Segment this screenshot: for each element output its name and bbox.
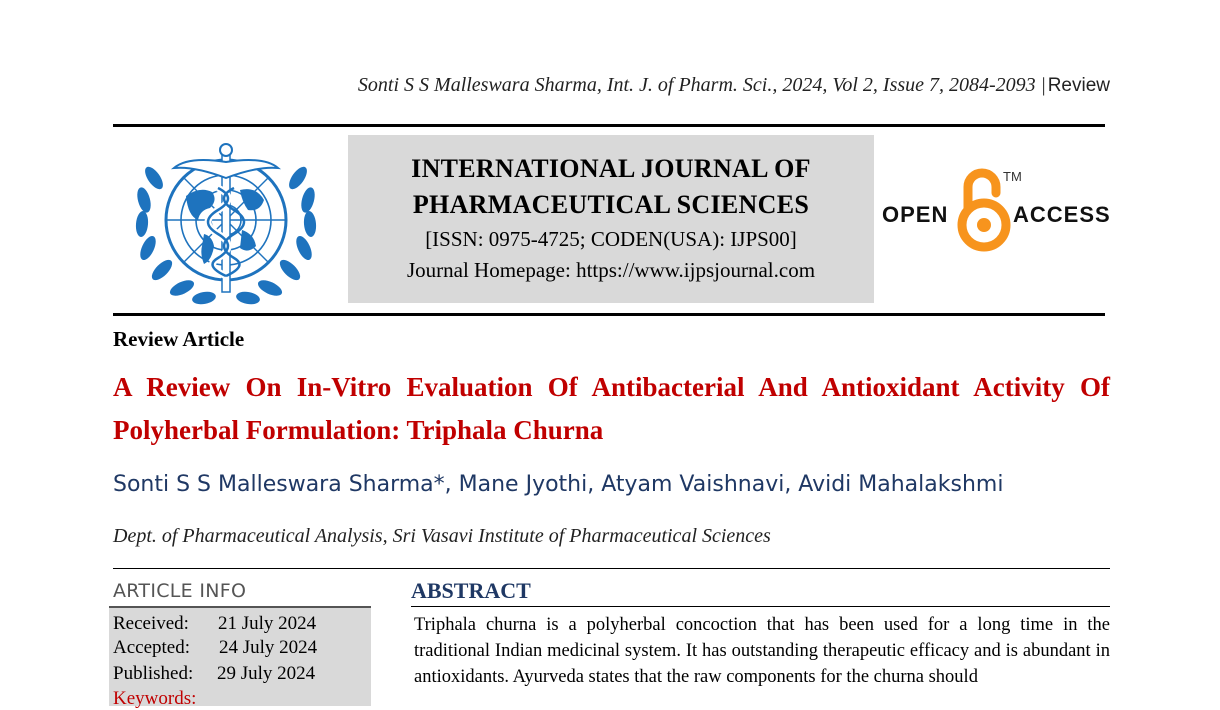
received-date: 21 July 2024 xyxy=(218,613,317,634)
accepted-row xyxy=(113,637,318,659)
top-rule xyxy=(113,124,1105,127)
article-type-tag: Review xyxy=(1047,75,1110,96)
published-row xyxy=(113,663,316,685)
author-list: Sonti S S Malleswara Sharma*, Mane Jyothi, Atyam Vaishnavi, Avidi Mahalakshmi xyxy=(113,472,1004,497)
citation-text: Sonti S S Malleswara Sharma, Int. J. of Pharm. Sci., 2024, Vol 2, Issue 7, 2084-2093 xyxy=(357,74,1036,96)
article-info-heading: ARTICLE INFO xyxy=(113,580,247,602)
keywords-row xyxy=(113,688,196,710)
article-info-box xyxy=(109,606,371,709)
open-access-logo xyxy=(880,165,1110,255)
journal-name-line1: INTERNATIONAL JOURNAL OF xyxy=(411,154,811,183)
article-type-label: Review Article xyxy=(113,327,245,351)
running-head xyxy=(358,74,1110,97)
un-emblem-caduceus-icon xyxy=(124,138,328,308)
masthead-bottom-rule xyxy=(113,313,1105,316)
issn-line: [ISSN: 0975-4725; CODEN(USA): IJPS00] xyxy=(425,227,797,251)
published-label: Published: xyxy=(113,663,194,684)
abstract-rule xyxy=(411,606,1110,607)
open-word: OPEN xyxy=(882,202,949,227)
article-title: A Review On In-Vitro Evaluation Of Antibacterial And Antioxidant Activity Of Polyherbal Formulation: Triphala Churna xyxy=(113,372,1110,445)
keywords-label: Keywords: xyxy=(113,688,197,709)
received-label: Received: xyxy=(113,613,189,634)
received-row xyxy=(113,613,317,635)
abstract-text: Triphala churna is a polyherbal concoction that has been used for a long time in the traditional Indian medicinal system. It has outstanding therapeutic efficacy and is abundant in antioxidants. Ayurveda states that the raw components for the churna should xyxy=(414,615,1110,687)
affiliation: Dept. of Pharmaceutical Analysis, Sri Vasavi Institute of Pharmaceutical Sciences xyxy=(113,525,771,547)
published-date: 29 July 2024 xyxy=(217,663,316,684)
accepted-date: 24 July 2024 xyxy=(219,637,318,658)
trademark-mark: TM xyxy=(1003,169,1022,184)
separator: | xyxy=(1041,74,1046,96)
journal-name-line2: PHARMACEUTICAL SCIENCES xyxy=(412,190,810,219)
accepted-label: Accepted: xyxy=(113,637,191,658)
journal-masthead xyxy=(348,135,874,303)
journal-homepage[interactable]: Journal Homepage: https://www.ijpsjournal.com xyxy=(406,258,816,282)
abstract-heading: ABSTRACT xyxy=(411,578,531,603)
section-divider xyxy=(113,568,1110,569)
access-word: ACCESS xyxy=(1013,202,1111,227)
